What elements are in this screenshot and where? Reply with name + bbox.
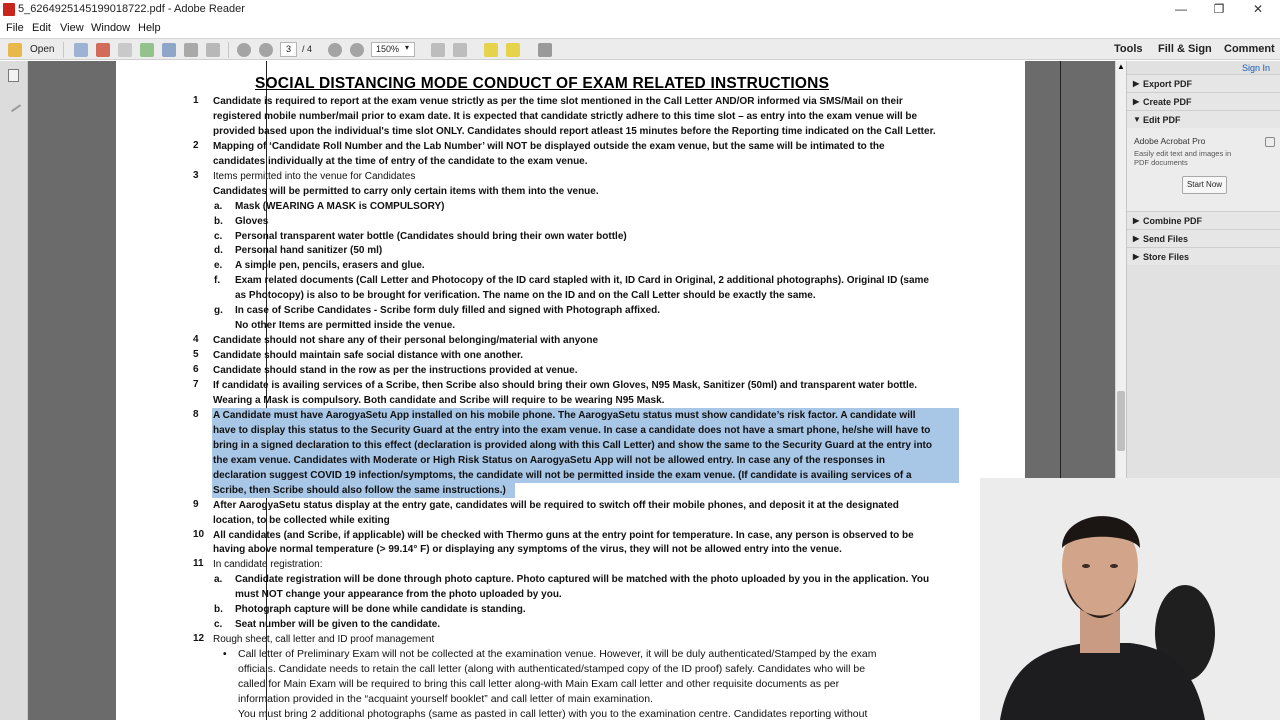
item-number: 6	[193, 364, 199, 375]
document-line: Candidate should stand in the row as per the instructions provided at venue.	[213, 365, 578, 376]
document-line: Call letter of Preliminary Exam will not be collected at the examination venue. However, it will be duly authenticated/Stamped by the exam	[238, 648, 877, 660]
chevron-down-icon[interactable]: ▾	[405, 43, 410, 52]
menu-file[interactable]: File	[6, 22, 24, 34]
sticky-note-icon[interactable]	[484, 43, 498, 57]
close-button[interactable]: ✕	[1252, 2, 1264, 16]
menu-edit[interactable]: Edit	[32, 22, 51, 34]
document-line: Exam related documents (Call Letter and Photocopy of the ID card stapled with it, ID Card in Original, 2 additional photographs). Original ID (same	[235, 275, 929, 286]
document-line: Wearing a Mask is compulsory. Both candidate and Scribe will require to be wearing N95 Mask.	[213, 395, 665, 406]
toolbar-divider	[63, 42, 64, 58]
document-title: SOCIAL DISTANCING MODE CONDUCT OF EXAM RELATED INSTRUCTIONS	[255, 75, 830, 92]
document-line: Candidates will be permitted to carry only certain items with them into the venue.	[213, 186, 599, 197]
document-line: Photograph capture will be done while candidate is standing.	[235, 604, 526, 615]
sub-item-letter: d.	[214, 245, 223, 256]
item-number: 11	[193, 558, 204, 569]
combine-icon[interactable]	[96, 43, 110, 57]
signature-icon[interactable]	[6, 97, 21, 112]
export-pdf-section[interactable]: ▶ Export PDF	[1127, 74, 1280, 92]
document-line: have to display this status to the Security Guard at the entry into the exam venue. In case a candidate does not have a smart phone, he/she will have to	[213, 425, 931, 436]
document-line: Mapping of ‘Candidate Roll Number and the Lab Number’ will NOT be displayed outside the exam venue, but the same will be intimated to the	[213, 141, 885, 152]
page-total: / 4	[302, 44, 313, 54]
document-line: as Photocopy) is also to be brought for verification. The name on the ID and on the Call Letter should be exactly the same.	[235, 290, 816, 301]
document-line: Personal hand sanitizer (50 ml)	[235, 245, 383, 256]
item-number: 9	[193, 499, 199, 510]
document-line: Seat number will be given to the candidate.	[235, 619, 441, 630]
maximize-button[interactable]: ❐	[1213, 2, 1225, 16]
item-number: 1	[193, 95, 199, 106]
document-line: No other Items are permitted inside the venue.	[235, 320, 456, 331]
menu-window[interactable]: Window	[91, 22, 131, 34]
start-now-button[interactable]: Start Now	[1182, 176, 1227, 194]
sub-item-letter: e.	[214, 260, 223, 271]
page-number-input[interactable]: 3	[280, 42, 297, 57]
zoom-level-select[interactable]: 150%	[371, 42, 415, 57]
document-line: If candidate is availing services of a Scribe, then Scribe also should bring their own Gloves, N95 Mask, Sanitizer (50ml) and transparent water bottle.	[213, 380, 918, 391]
highlight-icon[interactable]	[506, 43, 520, 57]
edit-pdf-section[interactable]: ▼ Edit PDF	[1127, 110, 1280, 128]
menu-bar	[0, 19, 1280, 38]
previous-page-icon[interactable]	[237, 43, 251, 57]
document-line: Personal transparent water bottle (Candidates should bring their own water bottle)	[235, 231, 627, 242]
send-files-section[interactable]: ▶ Send Files	[1127, 229, 1280, 247]
webcam-overlay	[980, 478, 1280, 720]
window-title: 5_6264925145199018722.pdf - Adobe Reader	[18, 3, 245, 15]
combine-pdf-section[interactable]: ▶ Combine PDF	[1127, 211, 1280, 229]
chevron-right-icon: ▶	[1133, 252, 1140, 261]
chevron-right-icon: ▶	[1133, 216, 1140, 225]
document-line: declaration suggest COVID 19 infection/symptoms, the candidate will not be permitted inside the exam venue. (If candidate is availing services of a	[213, 470, 912, 481]
sub-item-letter: c.	[214, 619, 223, 630]
email-icon[interactable]	[206, 43, 220, 57]
chevron-right-icon: ▶	[1133, 97, 1140, 106]
chevron-right-icon: ▶	[1133, 234, 1140, 243]
document-line: Candidate registration will be done through photo capture. Photo captured will be matched with the photo uploaded by you in the application. You	[235, 574, 930, 585]
item-number: 10	[193, 529, 205, 540]
item-number: 7	[193, 379, 199, 390]
presenter-figure	[980, 478, 1280, 720]
scroll-thumb[interactable]	[1117, 391, 1125, 451]
open-button[interactable]: Open	[30, 44, 55, 55]
document-line: Mask (WEARING A MASK is COMPULSORY)	[235, 201, 445, 212]
info-icon	[1265, 137, 1275, 147]
document-line: officials. Candidate needs to retain the call letter (along with authenticated/stamped copy of the ID proof) safely. Candidates who will be	[238, 663, 866, 675]
next-page-icon[interactable]	[259, 43, 273, 57]
adobe-reader-icon	[3, 3, 15, 16]
document-line: Candidate is required to report at the exam venue strictly as per the time slot mentioned in the Call Letter AND/OR informed via SMS/Mail on their	[213, 96, 903, 107]
toolbar	[0, 38, 1280, 60]
fit-width-icon[interactable]	[453, 43, 467, 57]
sub-item-letter: b.	[214, 216, 223, 227]
document-line: In case of Scribe Candidates - Scribe form duly filled and signed with Photograph affixed.	[235, 305, 661, 316]
cloud-icon[interactable]	[140, 43, 154, 57]
open-folder-icon[interactable]	[8, 43, 22, 57]
document-line: called for Main Exam will be required to bring this call letter along-with Main Exam call letter and other requisite documents as per	[238, 678, 840, 690]
item-number: 12	[193, 633, 205, 644]
document-line: You must bring 2 additional photographs (same as pasted in call letter) with you to the examination centre. Candidates reporting without	[238, 708, 868, 720]
document-line: location, to be collected while exiting	[213, 515, 390, 526]
document-line: A Candidate must have AarogyaSetu App installed on his mobile phone. The AarogyaSetu status must show candidate’s risk factor. A candidate will	[213, 410, 916, 421]
item-number: 2	[193, 140, 199, 151]
create-icon[interactable]	[74, 43, 88, 57]
item-number: 4	[193, 334, 199, 345]
comment-tab[interactable]: Comment	[1224, 43, 1275, 55]
document-line: All candidates (and Scribe, if applicable) will be checked with Thermo guns at the entry point for temperature. In case, any person is observed to be	[213, 530, 914, 541]
document-line: registered mobile number/mail prior to exam date. It is expected that candidate strictly adhere to this time slot – as entry into the exam venue will be	[213, 111, 918, 122]
document-line: Candidate should maintain safe social distance with one another.	[213, 350, 524, 361]
minimize-button[interactable]: —	[1175, 2, 1187, 16]
pages-icon[interactable]	[8, 69, 19, 82]
document-line: After AarogyaSetu status display at the entry gate, candidates will be required to switch off their mobile phones, and deposit it at the designated	[213, 500, 899, 511]
save-icon[interactable]	[162, 43, 176, 57]
menu-view[interactable]: View	[60, 22, 84, 34]
item-number: 5	[193, 349, 199, 360]
chevron-down-icon: ▼	[1133, 115, 1141, 124]
document-line: Rough sheet, call letter and ID proof management	[213, 634, 435, 645]
sub-item-letter: b.	[214, 604, 223, 615]
acrobat-pro-label: Adobe Acrobat Pro	[1134, 136, 1206, 146]
navigation-rail	[0, 61, 28, 720]
zoom-in-icon[interactable]	[350, 43, 364, 57]
print-icon[interactable]	[184, 43, 198, 57]
edit-icon[interactable]	[118, 43, 132, 57]
toolbar-divider	[228, 42, 229, 58]
sub-item-letter: f.	[214, 275, 221, 286]
sub-item-letter: a.	[214, 574, 223, 585]
expand-icon[interactable]	[538, 43, 552, 57]
document-line: A simple pen, pencils, erasers and glue.	[235, 260, 425, 271]
sub-item-letter: a.	[214, 201, 223, 212]
document-line: having above normal temperature (> 99.14° F) or displaying any symptoms of the virus, they will not be allowed entry into the venue.	[213, 544, 842, 555]
document-line: Candidate should not share any of their personal belonging/material with anyone	[213, 335, 599, 346]
document-line: must NOT change your appearance from the photo uploaded by you.	[235, 589, 562, 600]
document-line: the exam venue. Candidates with Moderate or High Risk Status on AarogyaSetu App will not be allowed entry. In case any of the responses in	[213, 455, 885, 466]
sub-item-letter: c.	[214, 231, 223, 242]
document-line: Scribe, then Scribe should also follow the same instructions.)	[213, 485, 506, 496]
document-line: Items permitted into the venue for Candidates	[213, 171, 416, 182]
fit-page-icon[interactable]	[431, 43, 445, 57]
document-line: bring in a signed declaration to this effect (declaration is provided along with this Call Letter) and show the same to the Security Guard at the entry into	[213, 440, 932, 451]
zoom-out-icon[interactable]	[328, 43, 342, 57]
document-line: information provided in the “acquaint yourself booklet” and call letter of main examination.	[238, 693, 653, 705]
item-number: 8	[193, 409, 199, 420]
edit-pdf-panel	[1127, 128, 1280, 211]
menu-help[interactable]: Help	[138, 22, 161, 34]
scroll-up-icon[interactable]: ▲	[1117, 62, 1125, 71]
item-number: 3	[193, 170, 199, 181]
document-line: provided based upon the individual's time slot ONLY. Candidates should report atleast 15 minutes before the Reporting time indicated on the Call Letter.	[213, 126, 936, 137]
title-bar	[0, 0, 1280, 19]
sign-in-link[interactable]: Sign In	[1241, 63, 1270, 73]
document-line: Gloves	[235, 216, 269, 227]
sub-item-letter: g.	[214, 305, 223, 316]
document-line: In candidate registration:	[213, 559, 323, 570]
chevron-right-icon: ▶	[1133, 79, 1140, 88]
create-pdf-section[interactable]: ▶ Create PDF	[1127, 92, 1280, 110]
edit-pdf-description: Easily edit text and images in PDF documents	[1134, 149, 1232, 167]
bullet: •	[223, 649, 227, 660]
store-files-section[interactable]: ▶ Store Files	[1127, 247, 1280, 265]
tools-tab[interactable]: Tools	[1114, 43, 1143, 55]
document-line: candidates individually at the time of entry of the candidate to the exam venue.	[213, 156, 588, 167]
fill-sign-tab[interactable]: Fill & Sign	[1158, 43, 1212, 55]
